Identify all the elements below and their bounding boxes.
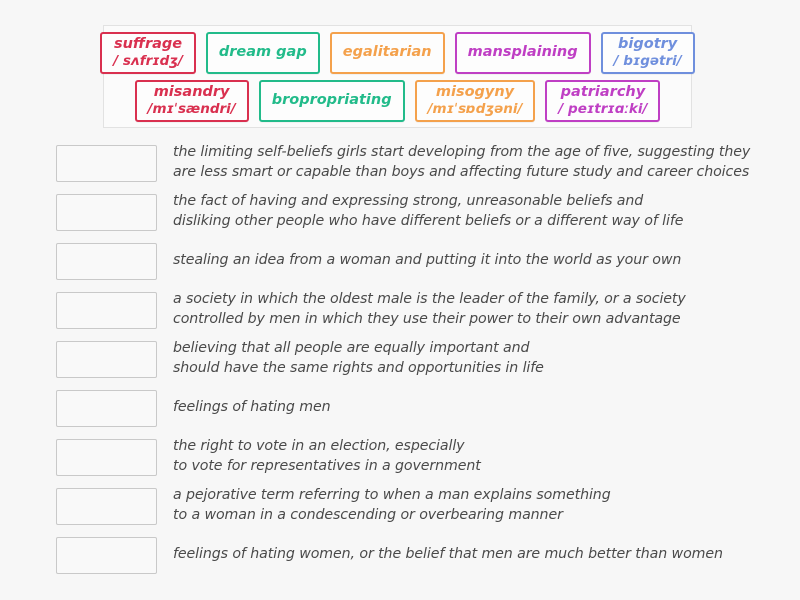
definition-text [173,290,686,329]
word-bank-row-1 [104,28,691,78]
word-card-egalitarian[interactable] [330,32,445,74]
word-card-misandry[interactable] [135,80,249,122]
word-card-term: misogyny [435,84,515,101]
answer-drop-box[interactable] [56,145,157,182]
definition-line: a society in which the oldest male is the leader of the family, or a society [173,291,686,308]
word-card-term: misandry [153,84,230,101]
answer-drop-box[interactable] [56,341,157,378]
match-row [0,533,800,577]
definition-line: to a woman in a condescending or overbearing manner [173,507,563,523]
answer-drop-box[interactable] [56,194,157,231]
word-card-suffrage[interactable] [100,32,196,74]
definition-line: feelings of hating men [173,399,331,416]
match-row [0,435,800,479]
definition-line: should have the same rights and opportunities in life [173,360,544,376]
definition-line: controlled by men in which they use their power to their own advantage [173,311,681,327]
definition-text [173,437,481,476]
word-card-term: bropropriating [271,92,392,109]
definition-line: disliking other people who have different beliefs or a different way of life [173,213,684,229]
match-row [0,190,800,234]
definition-text [173,486,611,525]
word-card-bropropriating[interactable] [259,80,405,122]
answer-drop-box[interactable] [56,537,157,574]
answer-drop-box[interactable] [56,439,157,476]
word-card-pronunciation: /mɪˈsændri/ [147,100,236,117]
word-card-term: egalitarian [342,44,432,61]
definition-text [173,192,683,231]
definition-line: a pejorative term referring to when a man explains something [173,487,611,504]
match-row [0,141,800,185]
match-row [0,239,800,283]
definition-text [173,143,750,182]
definition-line: the right to vote in an election, especially [173,438,465,455]
word-card-patriarchy[interactable] [545,80,660,122]
definition-text [173,398,330,418]
word-card-pronunciation: / peɪtrɪɑːki/ [558,100,648,117]
word-card-bigotry[interactable] [601,32,695,74]
word-card-mansplaining[interactable] [455,32,591,74]
definition-text [173,545,723,565]
word-card-term: patriarchy [560,84,646,101]
definition-line: stealing an idea from a woman and putting it into the world as your own [173,252,682,269]
word-card-term: dream gap [218,44,307,61]
definition-text [173,339,544,378]
answer-drop-box[interactable] [56,488,157,525]
match-row [0,288,800,332]
word-bank-row-2 [104,76,691,126]
word-card-term: bigotry [618,36,678,53]
definition-line: are less smart or capable than boys and affecting future study and career choices [173,164,750,180]
match-list [0,141,800,582]
word-bank [103,25,692,128]
word-card-term: mansplaining [467,44,578,61]
word-card-dream-gap[interactable] [206,32,320,74]
answer-drop-box[interactable] [56,292,157,329]
definition-line: believing that all people are equally important and [173,340,530,357]
match-row [0,386,800,430]
word-card-pronunciation: / bɪgətri/ [613,52,682,69]
word-card-pronunciation: /mɪˈsɒdʒəni/ [427,100,523,117]
match-row [0,484,800,528]
answer-drop-box[interactable] [56,390,157,427]
definition-line: the fact of having and expressing strong, unreasonable beliefs and [173,193,644,210]
definition-text [173,251,681,271]
word-card-pronunciation: / sʌfrɪdʒ/ [113,52,183,69]
word-card-misogyny[interactable] [415,80,536,122]
definition-line: the limiting self-beliefs girls start developing from the age of five, suggesting they [173,144,751,161]
definition-line: to vote for representatives in a government [173,458,481,474]
definition-line: feelings of hating women, or the belief that men are much better than women [173,546,723,563]
match-row [0,337,800,381]
answer-drop-box[interactable] [56,243,157,280]
word-card-term: suffrage [113,36,183,53]
